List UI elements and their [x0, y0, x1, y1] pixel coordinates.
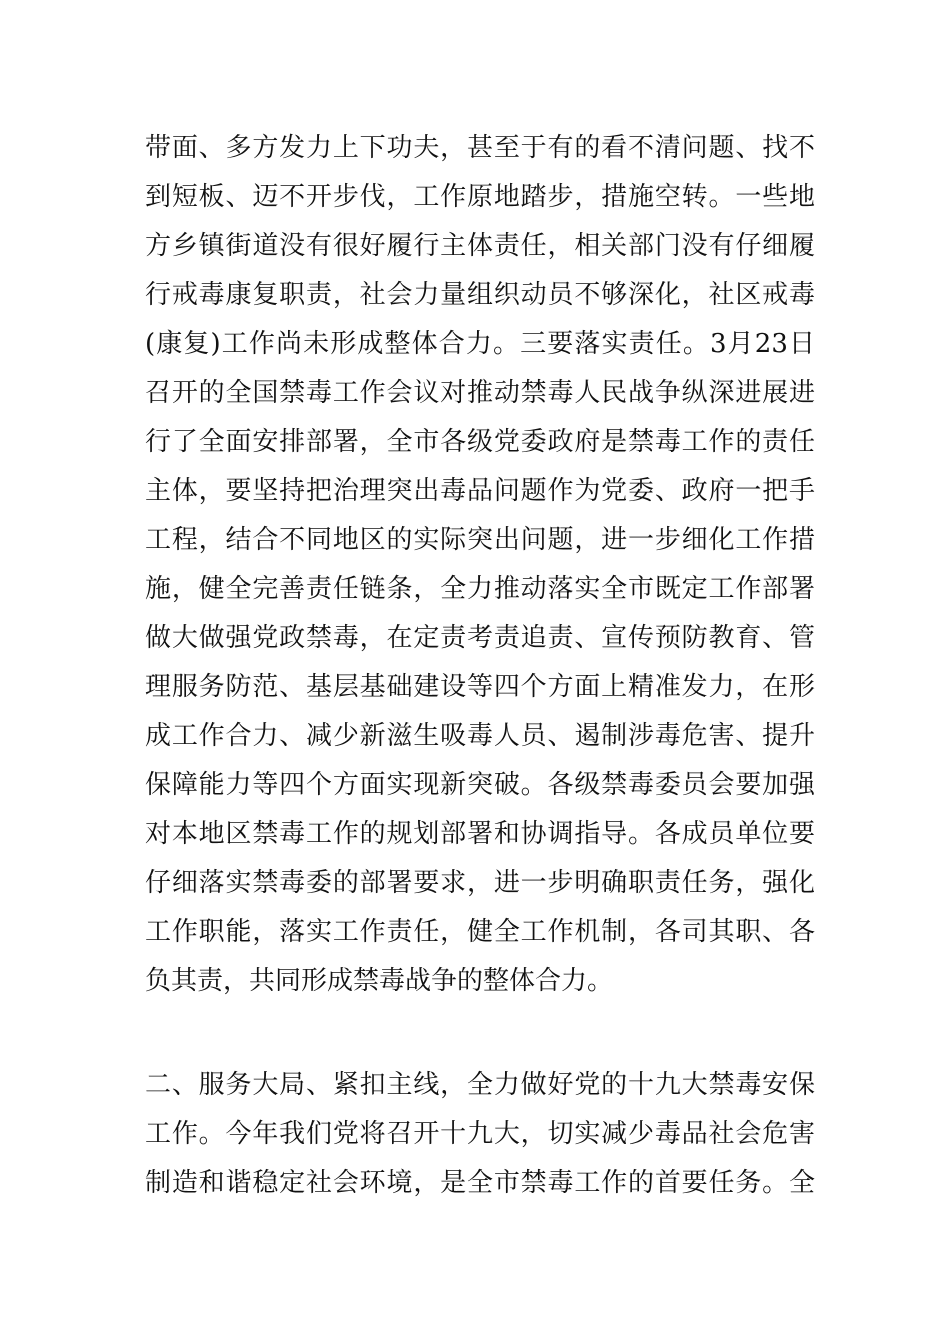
text-line: 仔细落实禁毒委的部署要求，进一步明确职责任务，强化 — [145, 868, 815, 898]
text-line-last: 负其责，共同形成禁毒战争的整体合力。 — [145, 966, 614, 996]
text-line: 工作职能，落实工作责任，健全工作机制，各司其职、各 — [145, 917, 815, 947]
text-line: 制造和谐稳定社会环境，是全市禁毒工作的首要任务。全 — [145, 1168, 815, 1198]
text-line: (康复)工作尚未形成整体合力。三要落实责任。3月23日 — [145, 329, 815, 359]
text-line: 工程，结合不同地区的实际突出问题，进一步细化工作措 — [145, 525, 815, 555]
text-line: 成工作合力、减少新滋生吸毒人员、遏制涉毒危害、提升 — [145, 721, 815, 751]
text-line: 主体，要坚持把治理突出毒品问题作为党委、政府一把手 — [145, 476, 815, 506]
text-line: 对本地区禁毒工作的规划部署和协调指导。各成员单位要 — [145, 819, 815, 849]
text-line: 施，健全完善责任链条，全力推动落实全市既定工作部署 — [145, 574, 815, 604]
text-line: 召开的全国禁毒工作会议对推动禁毒人民战争纵深进展进 — [145, 378, 815, 408]
text-line: 带面、多方发力上下功夫，甚至于有的看不清问题、找不 — [145, 133, 815, 163]
text-line: 保障能力等四个方面实现新突破。各级禁毒委员会要加强 — [145, 770, 815, 800]
text-line: 二、服务大局、紧扣主线，全力做好党的十九大禁毒安保 — [145, 1070, 815, 1100]
text-line: 到短板、迈不开步伐，工作原地踏步，措施空转。一些地 — [145, 182, 815, 212]
text-line: 行了全面安排部署，全市各级党委政府是禁毒工作的责任 — [145, 427, 815, 457]
text-line: 工作。今年我们党将召开十九大，切实减少毒品社会危害 — [145, 1119, 815, 1149]
text-line: 方乡镇街道没有很好履行主体责任，相关部门没有仔细履 — [145, 231, 815, 261]
text-line: 理服务防范、基层基础建设等四个方面上精准发力，在形 — [145, 672, 815, 702]
text-line: 做大做强党政禁毒，在定责考责追责、宣传预防教育、管 — [145, 623, 815, 653]
text-line: 行戒毒康复职责，社会力量组织动员不够深化，社区戒毒 — [145, 280, 815, 310]
